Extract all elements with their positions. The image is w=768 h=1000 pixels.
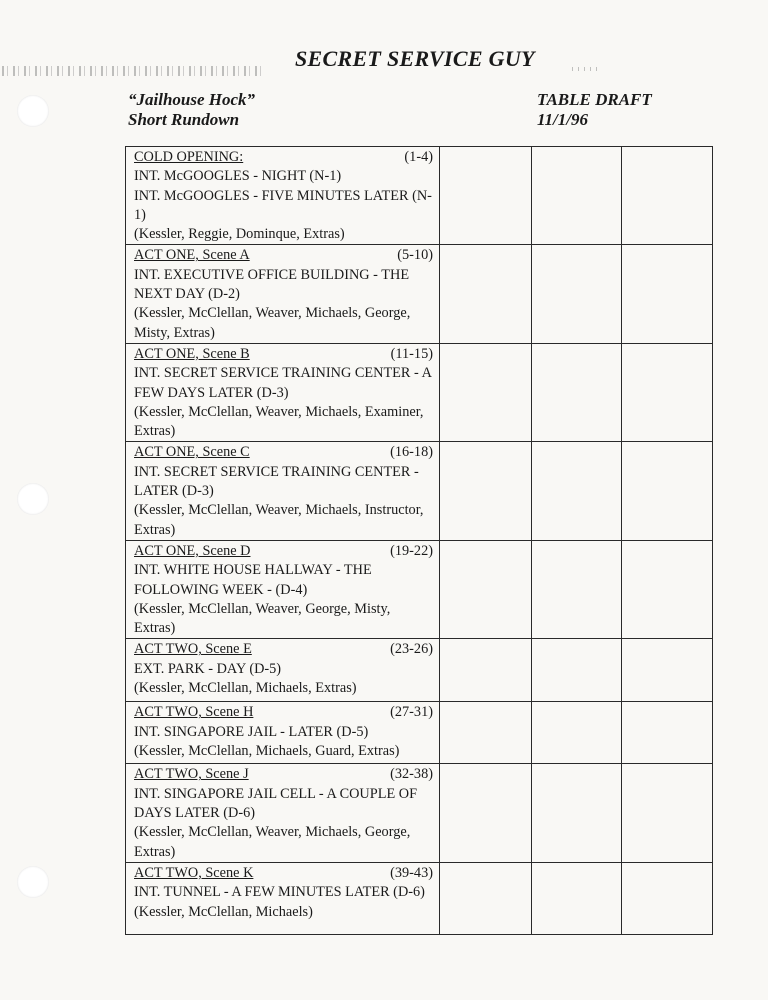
- binder-hole-middle: [17, 483, 49, 515]
- blank-cell: [440, 702, 532, 764]
- scene-pages: (16-18): [390, 444, 433, 461]
- scene-slugline: INT. TUNNEL - A FEW MINUTES LATER (D-6): [134, 884, 425, 901]
- scene-pages: (39-43): [390, 864, 433, 881]
- scene-cell: [126, 702, 440, 764]
- binder-hole-bottom: [17, 866, 49, 898]
- scene-slugline: INT. SECRET SERVICE TRAINING CENTER - A FEW DAYS LATER (D-3): [134, 365, 432, 401]
- scene-cast: (Kessler, Reggie, Dominque, Extras): [134, 226, 345, 243]
- blank-cell: [622, 702, 713, 764]
- scene-pages: (11-15): [390, 345, 433, 362]
- blank-cell: [440, 540, 532, 638]
- scene-heading: ACT TWO, Scene J: [134, 766, 249, 783]
- show-title: SECRET SERVICE GUY: [295, 46, 535, 71]
- scene-cell: [126, 639, 440, 702]
- blank-cell: [532, 540, 622, 638]
- scene-row: [126, 245, 713, 343]
- scene-cell: [126, 147, 440, 245]
- blank-cell: [440, 343, 532, 441]
- scene-heading: ACT ONE, Scene B: [134, 345, 250, 362]
- scene-heading: COLD OPENING:: [134, 149, 244, 165]
- scene-header: [134, 148, 433, 167]
- scene-header: [134, 703, 433, 722]
- scene-cell: [126, 540, 440, 638]
- rundown-table: [125, 146, 713, 935]
- scene-header: [134, 765, 433, 784]
- scene-cast: (Kessler, McClellan, Michaels): [134, 903, 313, 920]
- blank-cell: [532, 764, 622, 862]
- scene-slugline: INT. WHITE HOUSE HALLWAY - THE FOLLOWING WEEK - (D-4): [134, 562, 372, 598]
- scene-header: [134, 345, 433, 364]
- blank-cell: [622, 147, 713, 245]
- blank-cell: [440, 862, 532, 934]
- scene-cast: (Kessler, McClellan, Michaels, Guard, Extras): [134, 743, 400, 760]
- scene-slugline: INT. McGOOGLES - NIGHT (N-1): [134, 168, 342, 185]
- scene-pages: (23-26): [390, 641, 433, 658]
- scene-pages: (1-4): [404, 149, 433, 165]
- blank-cell: [622, 245, 713, 343]
- scene-cast: (Kessler, McClellan, Weaver, Michaels, George, Misty, Extras): [134, 305, 411, 341]
- scene-slugline: INT. SINGAPORE JAIL - LATER (D-5): [134, 723, 369, 740]
- scene-cast: (Kessler, McClellan, Weaver, Michaels, Instructor, Extras): [134, 502, 424, 538]
- scene-slugline: INT. McGOOGLES - FIVE MINUTES LATER (N-1): [134, 187, 432, 223]
- scene-row: [126, 702, 713, 764]
- blank-cell: [532, 862, 622, 934]
- scene-heading: ACT TWO, Scene K: [134, 864, 254, 881]
- episode-title: “Jailhouse Hock”: [128, 90, 256, 109]
- scan-artifact-right: [572, 67, 602, 71]
- scene-row: [126, 147, 713, 245]
- blank-cell: [532, 639, 622, 702]
- blank-cell: [622, 442, 713, 540]
- scene-header: [134, 443, 433, 462]
- scene-row: [126, 639, 713, 702]
- scene-row: [126, 442, 713, 540]
- blank-cell: [532, 702, 622, 764]
- blank-cell: [532, 245, 622, 343]
- blank-cell: [532, 147, 622, 245]
- scene-heading: ACT TWO, Scene E: [134, 641, 252, 658]
- blank-cell: [440, 639, 532, 702]
- scene-header: [134, 542, 433, 561]
- draft-date: 11/1/96: [537, 110, 589, 129]
- blank-cell: [532, 442, 622, 540]
- blank-cell: [622, 862, 713, 934]
- scene-heading: ACT ONE, Scene C: [134, 444, 250, 461]
- scene-row: [126, 540, 713, 638]
- scene-pages: (5-10): [397, 247, 433, 264]
- scene-cell: [126, 245, 440, 343]
- blank-cell: [532, 343, 622, 441]
- scene-cast: (Kessler, McClellan, Michaels, Extras): [134, 680, 357, 697]
- scene-slugline: INT. SECRET SERVICE TRAINING CENTER - LATER (D-3): [134, 463, 419, 500]
- scene-row: [126, 343, 713, 441]
- scene-slugline: INT. EXECUTIVE OFFICE BUILDING - THE NEXT DAY (D-2): [134, 266, 410, 303]
- scene-cell: [126, 764, 440, 862]
- blank-cell: [440, 147, 532, 245]
- blank-cell: [440, 764, 532, 862]
- scene-cell: [126, 343, 440, 441]
- scene-cast: (Kessler, McClellan, Weaver, Michaels, Examiner, Extras): [134, 403, 424, 440]
- scene-header: [134, 640, 433, 659]
- scene-cast: (Kessler, McClellan, Weaver, Michaels, George, Extras): [134, 824, 411, 860]
- scene-pages: (32-38): [390, 766, 433, 783]
- scan-artifact: [2, 66, 262, 76]
- scene-cell: [126, 442, 440, 540]
- scene-heading: ACT TWO, Scene H: [134, 704, 254, 721]
- scene-slugline: INT. SINGAPORE JAIL CELL - A COUPLE OF DAYS LATER (D-6): [134, 785, 418, 822]
- scene-cast: (Kessler, McClellan, Weaver, George, Misty, Extras): [134, 600, 391, 637]
- scene-row: [126, 862, 713, 934]
- blank-cell: [440, 442, 532, 540]
- scene-header: [134, 246, 433, 265]
- scene-heading: ACT ONE, Scene D: [134, 542, 251, 559]
- scene-slugline: EXT. PARK - DAY (D-5): [134, 660, 282, 677]
- blank-cell: [622, 764, 713, 862]
- blank-cell: [622, 639, 713, 702]
- scene-pages: (19-22): [390, 542, 433, 559]
- draft-label: TABLE DRAFT: [537, 90, 652, 109]
- blank-cell: [440, 245, 532, 343]
- scene-row: [126, 764, 713, 862]
- episode-subtitle: Short Rundown: [128, 110, 240, 129]
- binder-hole-top: [17, 95, 49, 127]
- scene-pages: (27-31): [390, 704, 433, 721]
- scene-heading: ACT ONE, Scene A: [134, 247, 250, 264]
- scene-cell: [126, 862, 440, 934]
- scene-header: [134, 864, 433, 883]
- blank-cell: [622, 540, 713, 638]
- blank-cell: [622, 343, 713, 441]
